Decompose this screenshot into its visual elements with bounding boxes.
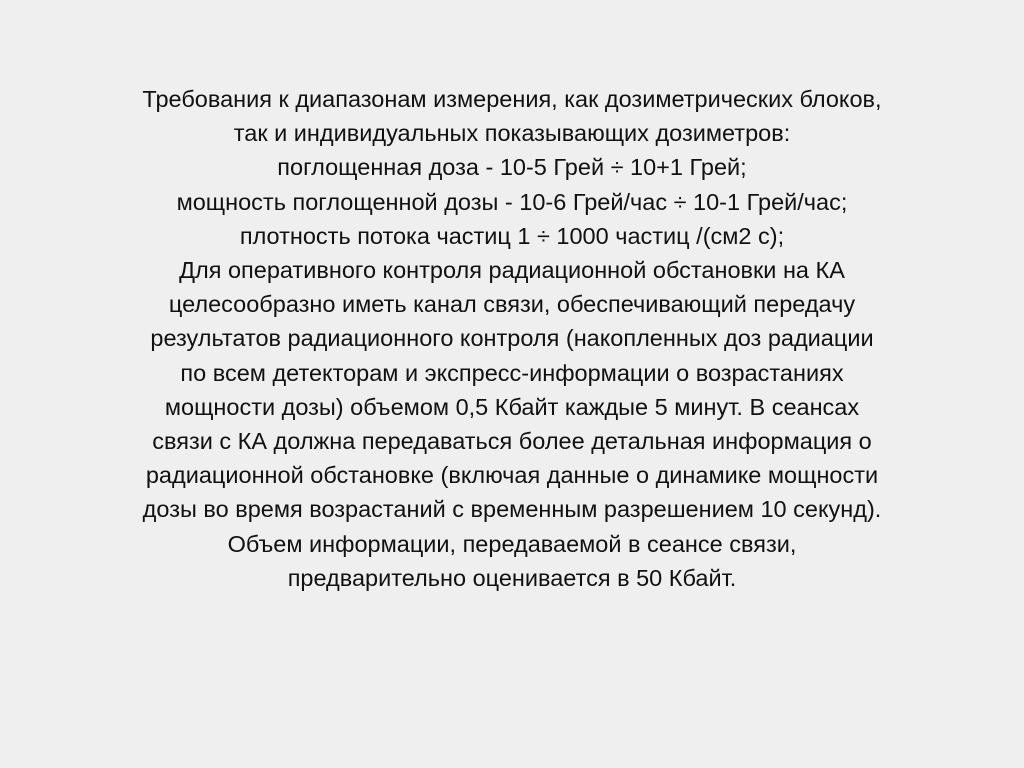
text-line: связи с КА должна передаваться более детальная информация о (152, 428, 872, 455)
text-line: поглощенная доза - 10-5 Грей ÷ 10+1 Грей; (277, 154, 747, 181)
text-line: плотность потока частиц 1 ÷ 1000 частиц /(см2 с); (239, 222, 785, 249)
text-line: радиационной обстановке (включая данные о динамике мощности (145, 462, 879, 489)
text-line: Для оперативного контроля радиационной обстановки на КА (179, 257, 845, 284)
text-line: целесообразно иметь канал связи, обеспечивающий передачу (168, 291, 856, 318)
text-line: Требования к диапазонам измерения, как дозиметрических блоков, (142, 86, 882, 112)
text-line: так и индивидуальных показывающих дозиметров: (233, 120, 791, 147)
text-line: Объем информации, передаваемой в сеансе связи, (227, 530, 797, 557)
slide-text (40, 82, 984, 595)
text-line: мощности дозы) объемом 0,5 Кбайт каждые 5 минут. В сеансах (164, 393, 860, 420)
text-line: мощность поглощенной дозы - 10-6 Грей/час ÷ 10-1 Грей/час; (176, 188, 848, 215)
text-line: по всем детекторам и экспресс-информации о возрастаниях (180, 359, 844, 386)
text-line: предварительно оценивается в 50 Кбайт. (287, 564, 737, 591)
text-line: дозы во время возрастаний с временным разрешением 10 секунд). (142, 496, 882, 523)
text-line: результатов радиационного контроля (накопленных доз радиации (150, 325, 874, 352)
